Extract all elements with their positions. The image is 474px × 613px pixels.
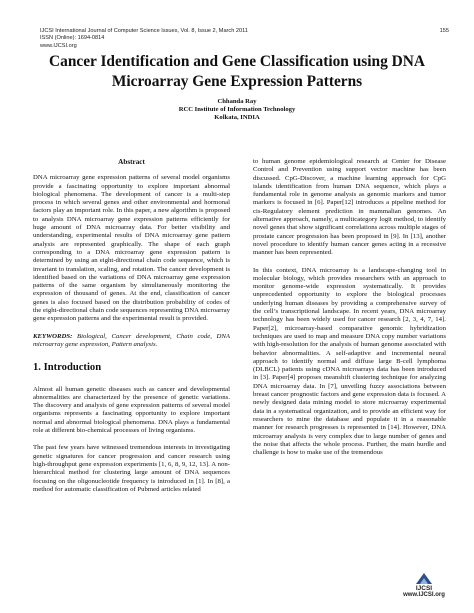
keywords-label: KEYWORDS: — [33, 332, 73, 340]
intro-paragraph-1: Almost all human genetic diseases such as cancer and developmental abnormalities are characterized by the presence of genetic variations. The discovery and analysis of gene expression patterns of several model organisms represents a fascinating opportunity to explore important normal and abnormal biological phenomena. DNA plays a fundamental role at different bio-chemical processes of living organisms. — [33, 385, 230, 435]
running-header — [40, 28, 248, 50]
intro-paragraph-4: In this context, DNA microarray is a landscape-changing tool in molecular biology, which provides researchers with an approach to monitor genome-wide expression systematically. It provides unprecedented opportunity to explore the biological processes underlying human diseases by providing a comprehensive survey of the cell’s transcriptional landscape. In recent years, DNA microarray technology has been widely used for cancer research [2, 3, 4, 7, 14]. Paper[2], microarray-based comparative genomic hybridization techniques are used to map and measure DNA copy number variations with high-resolution for the analysis of human genome associated with behavior abnormalities. A self-adaptive and incremental neural approach to identify normal and diffuse large B-cell lymphoma (DLBCL) patients using cDNA microarrays data has been introduced in [3]. Paper[4] proposes meanshift clustering technique for analyzing DNA microarray data. In [7], unveiling fuzzy associations between breast cancer prognostic factors and gene expression data is focused. A newly designed data mining model to store microarray experimental data in a systematical organization, and to provide an efficient way for researchers to mine the database and populate it in a reasonable manner for research progresses is represented in [14]. However, DNA microarray analysis is very complex due to large number of genes and the noise that affects the whole process. Further, the main hurdle and challenge is how to make use of the tremendous — [253, 266, 446, 457]
abstract-text: DNA microarray gene expression patterns of several model organisms provide a fascinating opportunity to explore important abnormal biological phenomena. The development of cancer is a multi-step process in which several genes and other environmental and hormonal factors play an important role. In this paper, a new algorithm is proposed to analysis DNA microarray gene expression patterns efficiently for huge amount of DNA microarray data. For better visibility and understanding, experimental results of DNA microarray gene pattern analysis are represented graphically. The shape of each graph corresponding to a DNA microarray gene expression pattern is determined by using an eight-directional chain code sequence, which is invariant to translation, scaling, and rotation. The cancer development is identified based on the variations of DNA microarray gene expression patterns of the same organism by simultaneously monitoring the expression of thousand of genes. At the end, classification of cancer genes is also focused based on the distribution probability of codes of the eight-directional chain code sequences representing DNA microarray gene expression patterns and the experimental result is provided. — [33, 174, 230, 323]
title-line-2: Microarray Gene Expression Patterns — [111, 73, 363, 90]
logo-text: IJCSI — [415, 585, 433, 592]
keywords — [33, 333, 230, 350]
keywords-text: Biological, Cancer development, Chain code, DNA microarray gene expression, Pattern analysis. — [33, 332, 230, 348]
page-number: 155 — [439, 28, 449, 34]
author-location: Kolkata, INDIA — [214, 114, 260, 121]
abstract-heading: Abstract — [118, 158, 145, 166]
title-line-1: Cancer Identification and Gene Classification using DNA — [49, 53, 425, 70]
ijcsi-logo — [394, 571, 454, 599]
ijcsi-logo-icon — [413, 571, 435, 585]
intro-paragraph-3: to human genome epidemiological research at Center for Disease Control and Prevention using support vector machine has been discussed. CpG-Discover, a machine learning approach for CpG islands identification from human DNA sequence, which plays a fundamental role in genome analysis as genomic markers and tumor markers is focused in [6]. Paper[12] introduces a pipeline method for cis-Regulatory element prediction in mammalian genomes. An alternative approach, namely, a multicategory logit method, to identify novel genes that show significant correlations across multiple stages of prostate cancer progression has been proposed in [9]. In [13], another novel procedure to identify human cancer genes acting in a recessive manner has been represented. — [253, 158, 446, 257]
section-heading-introduction: 1. Introduction — [33, 362, 102, 374]
paper-title — [0, 52, 474, 92]
journal-url: www.IJCSI.org — [40, 42, 77, 49]
author-block — [0, 98, 474, 122]
journal-line: IJCSI International Journal of Computer Science Issues, Vol. 8, Issue 2, March 2011 — [40, 28, 248, 34]
logo-url: www.IJCSI.org — [403, 592, 445, 598]
author-affiliation: RCC Institute of Information Technology — [178, 106, 296, 113]
right-column — [253, 158, 446, 457]
author-name: Chhanda Ray — [217, 98, 257, 105]
left-column — [33, 158, 230, 494]
intro-paragraph-2: The past few years have witnessed tremendous interests in investigating genetic signatures for cancer progression and cancer research using high-throughput gene expression experiments [1, 6, 8, 9, 12, 13]. A non-hierarchical method for clustering large amount of DNA sequences focusing on the oligonucleotide frequency is introduced in [1]. In [8], a method for automatic classification of Pubmed articles related — [33, 444, 230, 493]
issn-line: ISSN (Online): 1694-0814 — [40, 35, 105, 42]
